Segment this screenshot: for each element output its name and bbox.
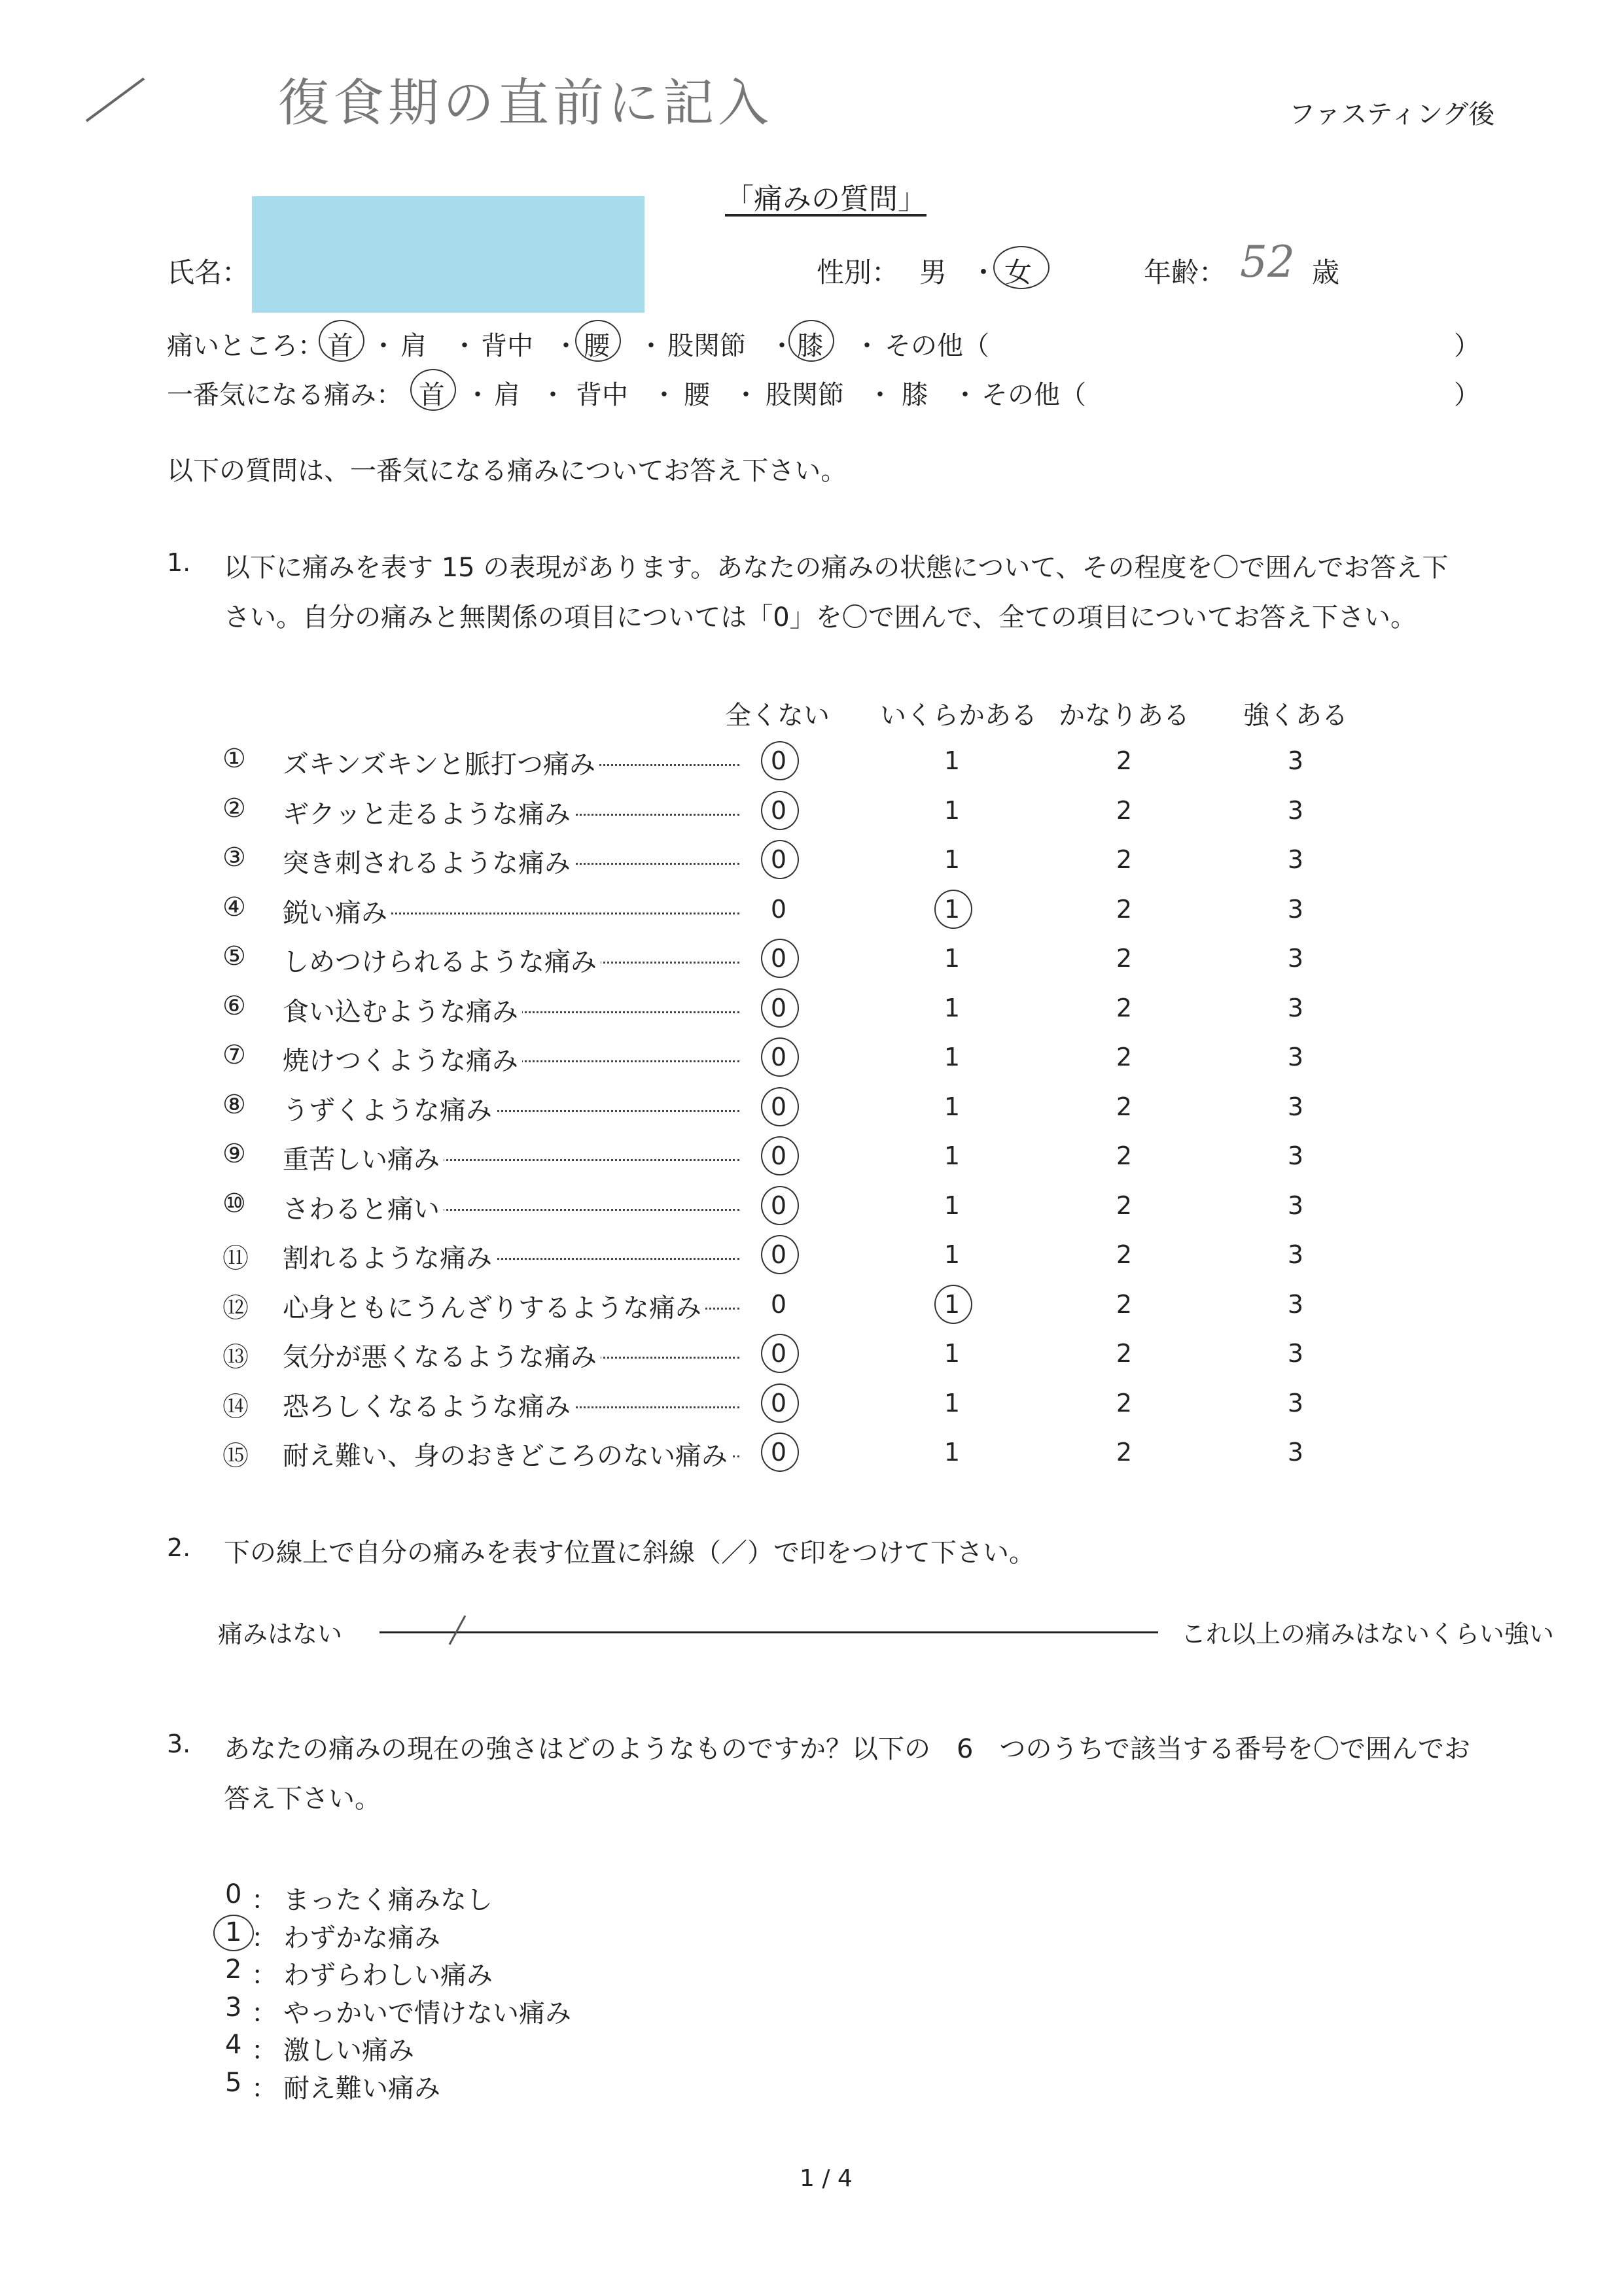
q1-item-no: ⑫ xyxy=(222,1293,249,1323)
q3-option-label: わずかな痛み xyxy=(283,1922,440,1953)
q1-item-value-1: 1 xyxy=(944,746,961,775)
q1-item-value-3: 3 xyxy=(1287,1191,1304,1220)
q1-item-no: ① xyxy=(222,744,246,774)
q1-item-value-0: 0 xyxy=(770,1191,787,1220)
q3-option-number: 2 xyxy=(225,1955,242,1985)
q1-item-value-1: 1 xyxy=(944,1092,961,1121)
q1-item-value-0: 0 xyxy=(770,1141,787,1170)
q1-item-value-3: 3 xyxy=(1287,795,1304,825)
q1-answer-circle xyxy=(761,791,799,830)
q1-item-no: ⑩ xyxy=(222,1188,246,1219)
q1-item-label: 鋭い痛み xyxy=(283,892,391,930)
q1-item-row xyxy=(222,991,1335,1030)
q1-item-no: ③ xyxy=(222,843,246,873)
q1-item-value-1: 1 xyxy=(944,1240,961,1269)
q1-item-value-0: 0 xyxy=(770,1388,787,1418)
main-pain-separator: ・ xyxy=(867,380,893,410)
q1-item-row xyxy=(222,1189,1335,1228)
q1-item-no: ⑬ xyxy=(222,1342,249,1372)
q1-answer-circle xyxy=(934,890,972,929)
q2-number: 2. xyxy=(167,1533,191,1562)
q1-item-value-3: 3 xyxy=(1287,1141,1304,1170)
slash-mark xyxy=(79,69,150,128)
q1-item-value-1: 1 xyxy=(944,1438,961,1467)
q1-item-value-3: 3 xyxy=(1287,1438,1304,1467)
q1-item-value-0: 0 xyxy=(770,894,787,924)
q3-option-label: 激しい痛み xyxy=(283,2036,414,2066)
q1-item-value-2: 2 xyxy=(1116,1141,1133,1170)
q1-item-value-0: 0 xyxy=(770,1339,787,1368)
sex-label: 性別： xyxy=(817,256,900,288)
q1-item-value-2: 2 xyxy=(1116,1043,1133,1071)
handwritten-note: 復食期の直前に記入 xyxy=(278,74,773,133)
column-header-none: 全くない xyxy=(725,701,830,731)
q1-item-row xyxy=(222,1238,1335,1277)
pain-site-option: その他（ xyxy=(885,331,989,361)
q1-item-value-1: 1 xyxy=(944,795,961,825)
q1-answer-circle xyxy=(761,1037,799,1077)
pain-site-option: 背中 xyxy=(481,331,533,361)
main-pain-option: 股関節 xyxy=(766,380,844,410)
q1-item-row xyxy=(222,1090,1335,1129)
q3-option-number: 4 xyxy=(225,2030,242,2060)
q1-text-line1: 以下に痛みを表す 15 の表現があります。あなたの痛みの状態について、その程度を〇で囲んでお答え下 xyxy=(224,553,1449,583)
pain-site-close: ） xyxy=(1454,331,1480,361)
name-label: 氏名： xyxy=(167,256,250,288)
pain-site-label: 痛いところ： xyxy=(167,331,324,361)
q1-item-value-2: 2 xyxy=(1116,1191,1133,1220)
q1-item-value-0: 0 xyxy=(770,944,787,973)
q1-item-no: ④ xyxy=(222,892,246,922)
pain-site-option-circle xyxy=(788,320,834,362)
main-pain-option: 腰 xyxy=(684,380,710,410)
stage-label: ファスティング後 xyxy=(1289,99,1495,130)
q1-item-row xyxy=(222,1386,1335,1425)
vas-right-label: これ以上の痛みはないくらい強い xyxy=(1181,1620,1555,1648)
q1-item-label: 気分が悪くなるような痛み xyxy=(283,1336,601,1374)
q1-item-label: ギクッと走るような痛み xyxy=(283,793,574,831)
q1-item-row xyxy=(222,892,1335,931)
pain-site-separator: ・ xyxy=(854,331,880,361)
sex-separator: ・ xyxy=(970,256,998,288)
q1-item-value-2: 2 xyxy=(1116,1388,1133,1418)
q3-text-line2: 答え下さい。 xyxy=(224,1784,381,1814)
q1-text-line2: さい。自分の痛みと無関係の項目については「0」を〇で囲んで、全ての項目についてお答え下さい。 xyxy=(224,602,1417,633)
main-pain-separator: ・ xyxy=(651,380,677,410)
q1-item-row xyxy=(222,1336,1335,1376)
q1-item-value-3: 3 xyxy=(1287,894,1304,924)
main-pain-option: 肩 xyxy=(494,380,520,410)
q1-answer-circle xyxy=(761,988,799,1028)
q1-item-value-3: 3 xyxy=(1287,1339,1304,1368)
q1-item-no: ② xyxy=(222,793,246,824)
main-pain-option-circle xyxy=(410,369,456,411)
q1-item-value-0: 0 xyxy=(770,1438,787,1467)
q3-option-number: 5 xyxy=(225,2067,242,2098)
q1-item-value-0: 0 xyxy=(770,1092,787,1121)
q1-item-value-1: 1 xyxy=(944,1043,961,1071)
column-header-some: いくらかある xyxy=(880,701,1037,731)
main-pain-separator: ・ xyxy=(952,380,978,410)
q1-item-value-1: 1 xyxy=(944,1141,961,1170)
q3-option-separator: ： xyxy=(251,1922,277,1953)
q1-item-value-2: 2 xyxy=(1116,1289,1133,1319)
q3-option-separator: ： xyxy=(251,2073,277,2104)
q1-item-label: 重苦しい痛み xyxy=(283,1139,444,1176)
pain-site-separator: ・ xyxy=(451,331,478,361)
q1-answer-circle xyxy=(761,1433,799,1472)
main-pain-label: 一番気になる痛み： xyxy=(167,380,402,410)
vas-left-label: 痛みはない xyxy=(218,1620,343,1648)
q1-item-row xyxy=(222,1287,1335,1327)
q1-answer-circle xyxy=(761,840,799,879)
q1-item-value-1: 1 xyxy=(944,993,961,1022)
q3-option-separator: ： xyxy=(251,2036,277,2066)
q1-item-no: ⑥ xyxy=(222,990,246,1021)
sex-female: 女 xyxy=(1004,256,1033,288)
main-pain-separator: ・ xyxy=(733,380,759,410)
q1-answer-circle xyxy=(761,1383,799,1423)
main-pain-separator: ・ xyxy=(465,380,491,410)
pain-site-option: 首 xyxy=(327,331,353,361)
age-unit: 歳 xyxy=(1312,256,1340,288)
q3-option-separator: ： xyxy=(251,1885,277,1915)
pain-site-separator: ・ xyxy=(769,331,795,361)
q3-option-number: 3 xyxy=(225,1992,242,2023)
q1-item-label: 突き刺されるような痛み xyxy=(283,843,574,880)
q1-item-value-2: 2 xyxy=(1116,1092,1133,1121)
q1-item-value-3: 3 xyxy=(1287,1092,1304,1121)
q1-item-row xyxy=(222,744,1335,783)
q1-item-label: しめつけられるような痛み xyxy=(283,941,601,979)
q1-item-value-1: 1 xyxy=(944,845,961,874)
q1-item-row xyxy=(222,1040,1335,1079)
q3-option-label: やっかいで情けない痛み xyxy=(283,1998,571,2028)
q1-item-value-0: 0 xyxy=(770,746,787,775)
q3-option-separator: ： xyxy=(251,1998,277,2028)
q3-option-label: 耐え難い痛み xyxy=(283,2073,440,2104)
q1-answer-circle xyxy=(761,1186,799,1225)
q3-option-number: 0 xyxy=(225,1879,242,1909)
q1-item-label: 食い込むような痛み xyxy=(283,991,522,1028)
q1-item-value-3: 3 xyxy=(1287,1388,1304,1418)
column-header-fair: かなりある xyxy=(1059,701,1190,731)
main-pain-option: その他（ xyxy=(981,380,1086,410)
main-pain-close: ） xyxy=(1454,380,1480,410)
q1-item-value-1: 1 xyxy=(944,1339,961,1368)
pain-site-option: 腰 xyxy=(584,331,610,361)
q2-text: 下の線上で自分の痛みを表す位置に斜線（／）で印をつけて下さい。 xyxy=(224,1538,1035,1568)
pain-site-option: 肩 xyxy=(400,331,427,361)
name-redaction xyxy=(252,196,644,313)
q1-item-no: ⑮ xyxy=(222,1441,249,1471)
q1-item-value-3: 3 xyxy=(1287,845,1304,874)
q1-answer-circle xyxy=(761,1087,799,1126)
q1-item-value-3: 3 xyxy=(1287,1289,1304,1319)
q3-option-label: まったく痛みなし xyxy=(283,1885,493,1915)
q1-item-value-2: 2 xyxy=(1116,944,1133,973)
q1-item-value-3: 3 xyxy=(1287,746,1304,775)
intro-text: 以下の質問は、一番気になる痛みについてお答え下さい。 xyxy=(167,456,847,486)
sex-female-circle xyxy=(993,246,1050,289)
q1-item-row xyxy=(222,793,1335,833)
pain-site-option: 膝 xyxy=(797,331,823,361)
main-pain-separator: ・ xyxy=(540,380,566,410)
q1-answer-circle xyxy=(761,1136,799,1175)
q1-number: 1. xyxy=(167,548,191,577)
q1-item-label: 焼けつくような痛み xyxy=(283,1040,522,1077)
q3-option-label: わずらわしい痛み xyxy=(283,1960,493,1991)
q1-item-value-0: 0 xyxy=(770,795,787,825)
q1-item-value-1: 1 xyxy=(944,944,961,973)
q1-item-label: 割れるような痛み xyxy=(283,1238,496,1275)
vas-mark xyxy=(444,1610,470,1650)
q1-item-value-0: 0 xyxy=(770,1289,787,1319)
pain-site-option-circle xyxy=(319,320,364,362)
q1-item-value-1: 1 xyxy=(944,1388,961,1418)
main-pain-option: 膝 xyxy=(902,380,928,410)
q1-item-value-0: 0 xyxy=(770,1043,787,1071)
pain-site-option-circle xyxy=(575,320,621,362)
q3-text-line1: あなたの痛みの現在の強さはどのようなものですか？以下の 6 つのうちで該当する番号を〇で囲んでお xyxy=(224,1734,1471,1764)
q1-item-no: ⑤ xyxy=(222,941,246,971)
age-value: 52 xyxy=(1240,237,1295,287)
q1-item-value-1: 1 xyxy=(944,894,961,924)
q1-item-value-1: 1 xyxy=(944,1191,961,1220)
q3-option-number: 1 xyxy=(225,1917,242,1947)
page-number: 1 / 4 xyxy=(800,2165,853,2192)
q1-answer-circle xyxy=(761,939,799,978)
q1-item-row xyxy=(222,843,1335,882)
q1-item-no: ⑭ xyxy=(222,1391,249,1422)
q1-answer-circle xyxy=(761,1334,799,1373)
pain-site-separator: ・ xyxy=(553,331,579,361)
q1-item-value-2: 2 xyxy=(1116,1339,1133,1368)
pain-site-option: 股関節 xyxy=(667,331,746,361)
q1-item-value-3: 3 xyxy=(1287,1240,1304,1269)
q3-option-separator: ： xyxy=(251,1960,277,1991)
q1-item-value-2: 2 xyxy=(1116,746,1133,775)
q1-item-value-2: 2 xyxy=(1116,993,1133,1022)
q1-item-no: ⑨ xyxy=(222,1139,246,1169)
q1-item-no: ⑦ xyxy=(222,1040,246,1070)
q1-item-value-0: 0 xyxy=(770,993,787,1022)
q3-answer-circle xyxy=(213,1915,254,1951)
q3-number: 3. xyxy=(167,1730,191,1758)
pain-site-separator: ・ xyxy=(370,331,397,361)
q1-item-row xyxy=(222,1435,1335,1474)
q1-answer-circle xyxy=(761,1235,799,1274)
q1-item-label: ズキンズキンと脈打つ痛み xyxy=(283,744,599,781)
q1-item-value-0: 0 xyxy=(770,1240,787,1269)
age-label: 年齢： xyxy=(1144,256,1227,288)
q1-item-no: ⑪ xyxy=(222,1244,249,1274)
q1-item-label: 恐ろしくなるような痛み xyxy=(283,1386,574,1423)
q1-answer-circle xyxy=(761,741,799,780)
column-header-strong: 強くある xyxy=(1243,701,1348,731)
q1-item-value-3: 3 xyxy=(1287,944,1304,973)
q1-item-row xyxy=(222,941,1335,981)
q1-answer-circle xyxy=(934,1285,972,1324)
q1-item-row xyxy=(222,1139,1335,1178)
vas-line xyxy=(380,1631,1158,1633)
main-pain-option: 首 xyxy=(419,380,445,410)
q1-item-label: 耐え難い、身のおきどころのない痛み xyxy=(283,1435,732,1472)
q1-item-value-2: 2 xyxy=(1116,1438,1133,1467)
q1-item-value-1: 1 xyxy=(944,1289,961,1319)
q1-item-value-3: 3 xyxy=(1287,1043,1304,1071)
q1-item-label: 心身ともにうんざりするような痛み xyxy=(283,1287,705,1325)
q1-item-label: うずくような痛み xyxy=(283,1090,496,1127)
pain-site-separator: ・ xyxy=(638,331,664,361)
q1-item-label: さわると痛い xyxy=(283,1189,444,1226)
q1-item-value-2: 2 xyxy=(1116,894,1133,924)
q1-item-value-3: 3 xyxy=(1287,993,1304,1022)
q1-item-no: ⑧ xyxy=(222,1089,246,1120)
q1-item-value-0: 0 xyxy=(770,845,787,874)
q1-item-value-2: 2 xyxy=(1116,1240,1133,1269)
sex-male: 男 xyxy=(919,256,947,288)
q1-item-value-2: 2 xyxy=(1116,845,1133,874)
main-pain-option: 背中 xyxy=(576,380,628,410)
q1-item-value-2: 2 xyxy=(1116,795,1133,825)
page-title: 「痛みの質問」 xyxy=(725,183,927,216)
